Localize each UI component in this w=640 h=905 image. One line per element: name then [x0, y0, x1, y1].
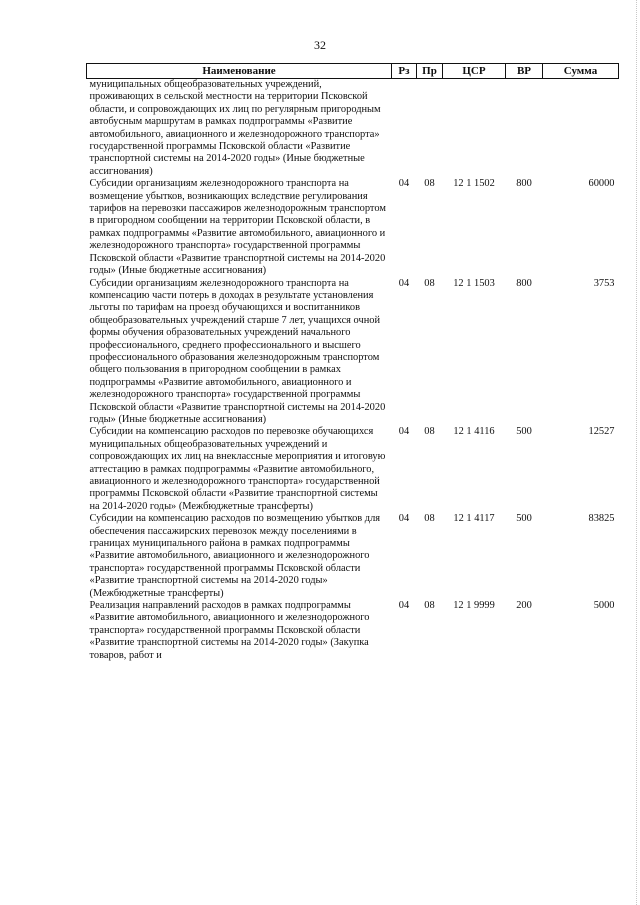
- row-vr: 800: [516, 178, 532, 190]
- row-sum: 3753: [593, 277, 615, 289]
- row-sum: 83825: [588, 513, 615, 525]
- row-sum: [543, 79, 619, 179]
- row-rz: 04: [398, 426, 410, 438]
- row-csr: 12 1 4117: [453, 513, 495, 525]
- row-pr: 08: [424, 513, 435, 525]
- header-vr: ВР: [506, 64, 543, 79]
- table-row: [87, 79, 619, 179]
- row-csr: 12 1 1502: [453, 178, 495, 190]
- row-pr: 08: [424, 178, 435, 190]
- table-row: [87, 513, 619, 600]
- row-sum: 12527: [588, 426, 615, 438]
- row-pr: 08: [424, 277, 435, 289]
- table-header-row: [87, 64, 619, 79]
- row-name: муниципальных общеобразовательных учреждений, проживающих в сельской местности на территории Псковской области, и сопровождающих их лиц по регулярным пригородным автобусным маршрутам в рамках подпрограммы «Развитие автомобильного, авиационного и железнодорожного транспорта» государственной программы Псковской области «Развитие транспортной системы на 2014-2020 годы» (Иные бюджетные ассигнования): [89, 79, 381, 177]
- row-vr: 200: [516, 600, 532, 612]
- row-vr: 500: [516, 513, 532, 525]
- header-name: Наименование: [87, 64, 392, 79]
- table-row: [87, 278, 619, 427]
- header-sum: Сумма: [543, 64, 619, 79]
- row-rz: [392, 79, 417, 179]
- row-vr: 500: [516, 426, 532, 438]
- header-rz: Рз: [392, 64, 417, 79]
- row-name: Субсидии на компенсацию расходов по перевозке обучающихся муниципальных общеобразовательных учреждений и сопровождающих их лиц на внеклассные мероприятия и итоговую аттестацию в рамках подпрограммы «Развитие автомобильного, авиационного и железнодорожного транспорта» государственной программы Псковской области «Развитие транспортной системы на 2014-2020 годы» (Межбюджетные трансферты): [89, 426, 386, 512]
- row-csr: 12 1 9999: [453, 600, 495, 612]
- row-sum: 60000: [588, 178, 615, 190]
- row-csr: [443, 79, 506, 179]
- row-rz: 04: [398, 178, 410, 190]
- table-row: [87, 600, 619, 662]
- row-name: Субсидии организациям железнодорожного транспорта на возмещение убытков, возникающих вследствие регулирования тарифов на перевозки пассажиров железнодорожным транспортом в пригородном сообщении на территории Псковской области, в рамках подпрограммы «Развитие автомобильного, авиационного и железнодорожного транспорта» государственной программы Псковской области «Развитие транспортной системы на 2014-2020 годы» (Иные бюджетные ассигнования): [89, 178, 386, 277]
- row-sum: 5000: [593, 600, 615, 612]
- row-vr: [506, 79, 543, 179]
- row-pr: 08: [424, 426, 435, 438]
- row-rz: 04: [398, 600, 410, 612]
- header-pr: Пр: [417, 64, 443, 79]
- budget-table: [86, 63, 619, 662]
- row-rz: 04: [398, 277, 410, 289]
- page-number: 32: [314, 38, 326, 52]
- row-pr: 08: [424, 600, 435, 612]
- table-row: [87, 178, 619, 277]
- row-rz: 04: [398, 513, 410, 525]
- table-row: [87, 426, 619, 513]
- row-name: Реализация направлений расходов в рамках подпрограммы «Развитие автомобильного, авиационного и железнодорожного транспорта» государственной программы Псковской области «Развитие транспортной системы на 2014-2020 годы» (Закупка товаров, работ и: [89, 600, 370, 661]
- row-csr: 12 1 1503: [453, 277, 495, 289]
- row-name: Субсидии на компенсацию расходов по возмещению убытков для обеспечения пассажирских перевозок между поселениями в границах муниципального района в рамках подпрограммы «Развитие автомобильного, авиационного и железнодорожного транспорта» государственной программы Псковской области «Развитие транспортной системы на 2014-2020 годы» (Межбюджетные трансферты): [89, 513, 381, 599]
- row-name: Субсидии организациям железнодорожного транспорта на компенсацию части потерь в доходах в результате установления льготы по тарифам на проезд обучающихся и воспитанников общеобразовательных учреждений старше 7 лет, учащихся очной формы обучения образовательных учреждений начального профессионального, среднего профессионального и высшего профессионального образования железнодорожным транспортом общего пользования в пригородном сообщении в рамках подпрограммы «Развитие автомобильного, авиационного и железнодорожного транспорта» государственной программы Псковской области «Развитие транспортной системы на 2014-2020 годы» (Иные бюджетные ассигнования): [89, 277, 386, 425]
- header-csr: ЦСР: [443, 64, 506, 79]
- row-vr: 800: [516, 277, 532, 289]
- row-pr: [417, 79, 443, 179]
- row-csr: 12 1 4116: [453, 426, 495, 438]
- page-edge: [636, 0, 637, 905]
